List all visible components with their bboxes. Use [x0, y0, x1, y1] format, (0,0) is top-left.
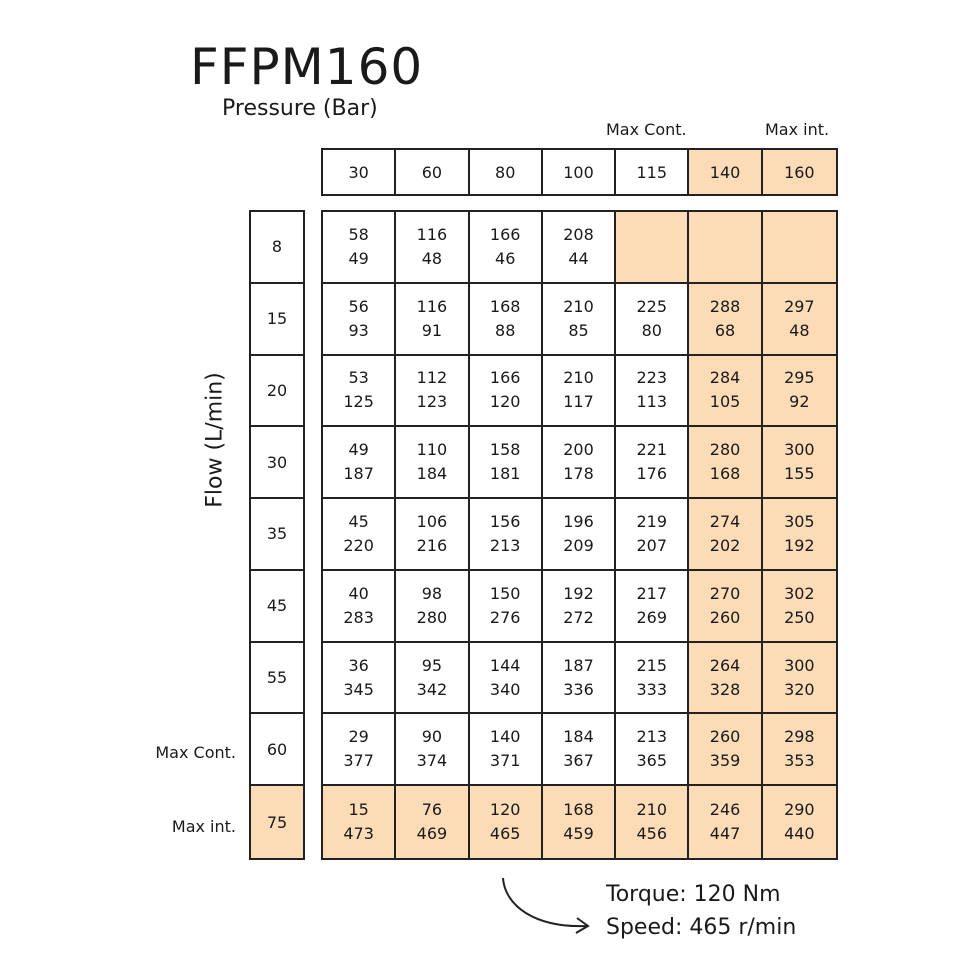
- table-cell: [616, 427, 689, 499]
- max-int-pressure-note: Max int.: [765, 120, 830, 139]
- flow-header-cell: 55: [251, 643, 303, 715]
- curved-arrow-icon: [495, 872, 605, 942]
- speed-value: 93: [348, 320, 369, 340]
- speed-value: 365: [636, 751, 668, 771]
- table-cell: [689, 786, 762, 858]
- table-cell: [323, 786, 396, 858]
- flow-header-cell: 30: [251, 427, 303, 499]
- torque-value: 76: [421, 800, 443, 820]
- torque-value: 95: [421, 655, 443, 675]
- flow-header-cell: 15: [251, 284, 303, 356]
- speed-value: 123: [416, 392, 448, 412]
- torque-value: 29: [348, 727, 369, 747]
- table-cell: [689, 714, 762, 786]
- speed-value: 209: [563, 535, 594, 555]
- pressure-header-cell: 140: [689, 150, 762, 194]
- torque-value: 49: [348, 440, 369, 460]
- speed-value: 88: [495, 320, 516, 340]
- torque-value: 144: [489, 655, 521, 675]
- speed-note: Speed: 465 r/min: [606, 915, 797, 940]
- table-cell: [543, 499, 616, 571]
- speed-value: 465: [489, 824, 521, 844]
- table-cell: [616, 499, 689, 571]
- table-cell: [470, 499, 543, 571]
- speed-value: 269: [636, 607, 668, 627]
- speed-value: 276: [489, 607, 521, 627]
- speed-value: 120: [489, 392, 521, 412]
- torque-note: Torque: 120 Nm: [606, 882, 781, 907]
- torque-value: 150: [489, 583, 521, 603]
- speed-value: 207: [636, 535, 668, 555]
- torque-value: 168: [563, 800, 594, 820]
- speed-value: 213: [489, 535, 521, 555]
- speed-value: 187: [343, 464, 374, 484]
- table-cell: [323, 499, 396, 571]
- torque-value: 158: [489, 440, 521, 460]
- speed-value: 184: [416, 464, 448, 484]
- pressure-header-cell: 30: [323, 150, 396, 194]
- pressure-header-cell: 160: [763, 150, 836, 194]
- table-cell: [763, 643, 836, 715]
- torque-value: 210: [563, 296, 594, 316]
- torque-value: 168: [489, 296, 521, 316]
- torque-value: 196: [563, 511, 594, 531]
- table-cell: [470, 356, 543, 428]
- operating-point-note: [606, 878, 796, 944]
- torque-value: 56: [348, 296, 369, 316]
- table-cell: [470, 284, 543, 356]
- table-cell: [323, 356, 396, 428]
- speed-value: 178: [563, 464, 594, 484]
- table-cell: [323, 714, 396, 786]
- table-cell: [689, 643, 762, 715]
- table-cell: [396, 571, 469, 643]
- table-cell: [763, 786, 836, 858]
- speed-value: 181: [489, 464, 521, 484]
- torque-value: 213: [636, 727, 668, 747]
- max-cont-flow-note: Max Cont.: [155, 743, 236, 762]
- table-cell: [396, 212, 469, 284]
- torque-value: 264: [709, 655, 741, 675]
- torque-value: 223: [636, 368, 668, 388]
- torque-value: 208: [563, 224, 594, 244]
- torque-value: 284: [709, 368, 741, 388]
- chart-title: FFPM160: [190, 38, 424, 96]
- table-cell: [543, 427, 616, 499]
- torque-value: 297: [784, 296, 815, 316]
- table-cell: [616, 212, 689, 284]
- table-cell: [470, 714, 543, 786]
- speed-value: 447: [709, 824, 741, 844]
- speed-value: 113: [636, 392, 668, 412]
- speed-value: 250: [784, 607, 815, 627]
- torque-value: 300: [784, 440, 815, 460]
- torque-value: 305: [784, 511, 815, 531]
- table-cell: [616, 786, 689, 858]
- speed-value: 336: [563, 679, 594, 699]
- speed-value: 345: [343, 679, 374, 699]
- speed-value: 92: [789, 392, 810, 412]
- torque-value: 300: [784, 655, 815, 675]
- table-cell: [763, 571, 836, 643]
- table-cell: [470, 786, 543, 858]
- torque-value: 53: [348, 368, 369, 388]
- torque-value: 120: [489, 800, 521, 820]
- table-cell: [470, 571, 543, 643]
- table-cell: [543, 714, 616, 786]
- flow-axis-label: Flow (L/min): [202, 372, 228, 508]
- torque-value: 187: [563, 655, 594, 675]
- torque-value: 217: [636, 583, 668, 603]
- speed-value: 456: [636, 824, 668, 844]
- speed-value: 374: [416, 751, 448, 771]
- speed-value: 85: [568, 320, 589, 340]
- speed-value: 49: [348, 248, 369, 268]
- table-cell: [763, 714, 836, 786]
- torque-value: 200: [563, 440, 594, 460]
- flow-header-cell: 75: [251, 786, 303, 858]
- speed-value: 359: [709, 751, 741, 771]
- torque-value: 280: [709, 440, 741, 460]
- torque-value: 58: [348, 224, 369, 244]
- pressure-header-row: [321, 148, 838, 196]
- table-cell: [323, 571, 396, 643]
- table-cell: [470, 427, 543, 499]
- speed-value: 328: [709, 679, 741, 699]
- table-cell: [323, 284, 396, 356]
- table-cell: [689, 571, 762, 643]
- torque-value: 225: [636, 296, 668, 316]
- speed-value: 473: [343, 824, 374, 844]
- torque-value: 288: [709, 296, 741, 316]
- table-cell: [396, 714, 469, 786]
- table-cell: [470, 643, 543, 715]
- table-cell: [543, 284, 616, 356]
- torque-value: 140: [489, 727, 521, 747]
- table-cell: [543, 786, 616, 858]
- table-cell: [396, 643, 469, 715]
- flow-header-column: [249, 210, 305, 860]
- speed-value: 459: [563, 824, 594, 844]
- table-cell: [323, 212, 396, 284]
- speed-value: 125: [343, 392, 374, 412]
- torque-value: 116: [416, 224, 448, 244]
- speed-value: 117: [563, 392, 594, 412]
- torque-value: 166: [489, 224, 521, 244]
- speed-value: 283: [343, 607, 374, 627]
- torque-value: 219: [636, 511, 668, 531]
- table-cell: [616, 571, 689, 643]
- torque-value: 110: [416, 440, 448, 460]
- table-cell: [470, 212, 543, 284]
- table-cell: [763, 212, 836, 284]
- table-cell: [689, 212, 762, 284]
- speed-value: 46: [495, 248, 516, 268]
- flow-header-cell: 35: [251, 499, 303, 571]
- torque-value: 98: [421, 583, 443, 603]
- speed-value: 105: [709, 392, 741, 412]
- table-cell: [763, 427, 836, 499]
- table-cell: [396, 356, 469, 428]
- table-cell: [396, 284, 469, 356]
- torque-value: 221: [636, 440, 668, 460]
- speed-value: 272: [563, 607, 594, 627]
- speed-value: 342: [416, 679, 448, 699]
- torque-value: 260: [709, 727, 741, 747]
- table-cell: [396, 499, 469, 571]
- torque-value: 210: [636, 800, 668, 820]
- speed-value: 280: [416, 607, 448, 627]
- flow-header-cell: 20: [251, 356, 303, 428]
- torque-value: 215: [636, 655, 668, 675]
- speed-value: 333: [636, 679, 668, 699]
- speed-value: 48: [421, 248, 443, 268]
- flow-header-cell: 45: [251, 571, 303, 643]
- table-cell: [616, 643, 689, 715]
- torque-value: 90: [421, 727, 443, 747]
- table-cell: [543, 212, 616, 284]
- speed-value: 176: [636, 464, 668, 484]
- torque-value: 184: [563, 727, 594, 747]
- table-cell: [323, 427, 396, 499]
- speed-value: 440: [784, 824, 815, 844]
- speed-value: 68: [714, 320, 736, 340]
- table-cell: [763, 284, 836, 356]
- pressure-header-cell: 100: [543, 150, 616, 194]
- table-cell: [616, 356, 689, 428]
- pressure-header-cell: 60: [396, 150, 469, 194]
- torque-value: 274: [709, 511, 741, 531]
- torque-value: 116: [416, 296, 448, 316]
- table-cell: [763, 499, 836, 571]
- speed-value: 44: [568, 248, 589, 268]
- torque-value: 166: [489, 368, 521, 388]
- table-cell: [323, 643, 396, 715]
- max-cont-pressure-note: Max Cont.: [606, 120, 687, 139]
- pressure-header-cell: 80: [470, 150, 543, 194]
- speed-value: 192: [784, 535, 815, 555]
- flow-header-cell: 8: [251, 212, 303, 284]
- speed-value: 320: [784, 679, 815, 699]
- speed-value: 155: [784, 464, 815, 484]
- table-cell: [396, 786, 469, 858]
- speed-value: 220: [343, 535, 374, 555]
- speed-value: 371: [489, 751, 521, 771]
- speed-value: 260: [709, 607, 741, 627]
- max-int-flow-note: Max int.: [171, 817, 236, 836]
- speed-value: 168: [709, 464, 741, 484]
- table-cell: [689, 427, 762, 499]
- speed-value: 367: [563, 751, 594, 771]
- torque-value: 112: [416, 368, 448, 388]
- speed-value: 353: [784, 751, 815, 771]
- table-cell: [763, 356, 836, 428]
- speed-value: 216: [416, 535, 448, 555]
- table-cell: [616, 714, 689, 786]
- torque-value: 192: [563, 583, 594, 603]
- table-cell: [543, 356, 616, 428]
- torque-value: 295: [784, 368, 815, 388]
- torque-value: 270: [709, 583, 741, 603]
- torque-value: 290: [784, 800, 815, 820]
- table-cell: [616, 284, 689, 356]
- table-cell: [543, 571, 616, 643]
- torque-value: 15: [348, 800, 369, 820]
- torque-value: 156: [489, 511, 521, 531]
- torque-value: 210: [563, 368, 594, 388]
- torque-value: 246: [709, 800, 741, 820]
- speed-value: 469: [416, 824, 448, 844]
- torque-value: 40: [348, 583, 369, 603]
- torque-value: 298: [784, 727, 815, 747]
- table-cell: [689, 499, 762, 571]
- torque-value: 302: [784, 583, 815, 603]
- table-cell: [396, 427, 469, 499]
- torque-value: 45: [348, 511, 369, 531]
- speed-value: 91: [421, 320, 443, 340]
- speed-value: 202: [709, 535, 741, 555]
- speed-value: 377: [343, 751, 374, 771]
- speed-value: 80: [641, 320, 662, 340]
- pressure-header-cell: 115: [616, 150, 689, 194]
- table-cell: [689, 356, 762, 428]
- table-cell: [543, 643, 616, 715]
- pressure-axis-label: Pressure (Bar): [222, 96, 378, 121]
- torque-value: 106: [416, 511, 448, 531]
- torque-value: 36: [348, 655, 369, 675]
- table-cell: [689, 284, 762, 356]
- speed-value: 48: [789, 320, 810, 340]
- torque-speed-table: [321, 210, 838, 860]
- speed-value: 340: [489, 679, 521, 699]
- flow-header-cell: 60: [251, 714, 303, 786]
